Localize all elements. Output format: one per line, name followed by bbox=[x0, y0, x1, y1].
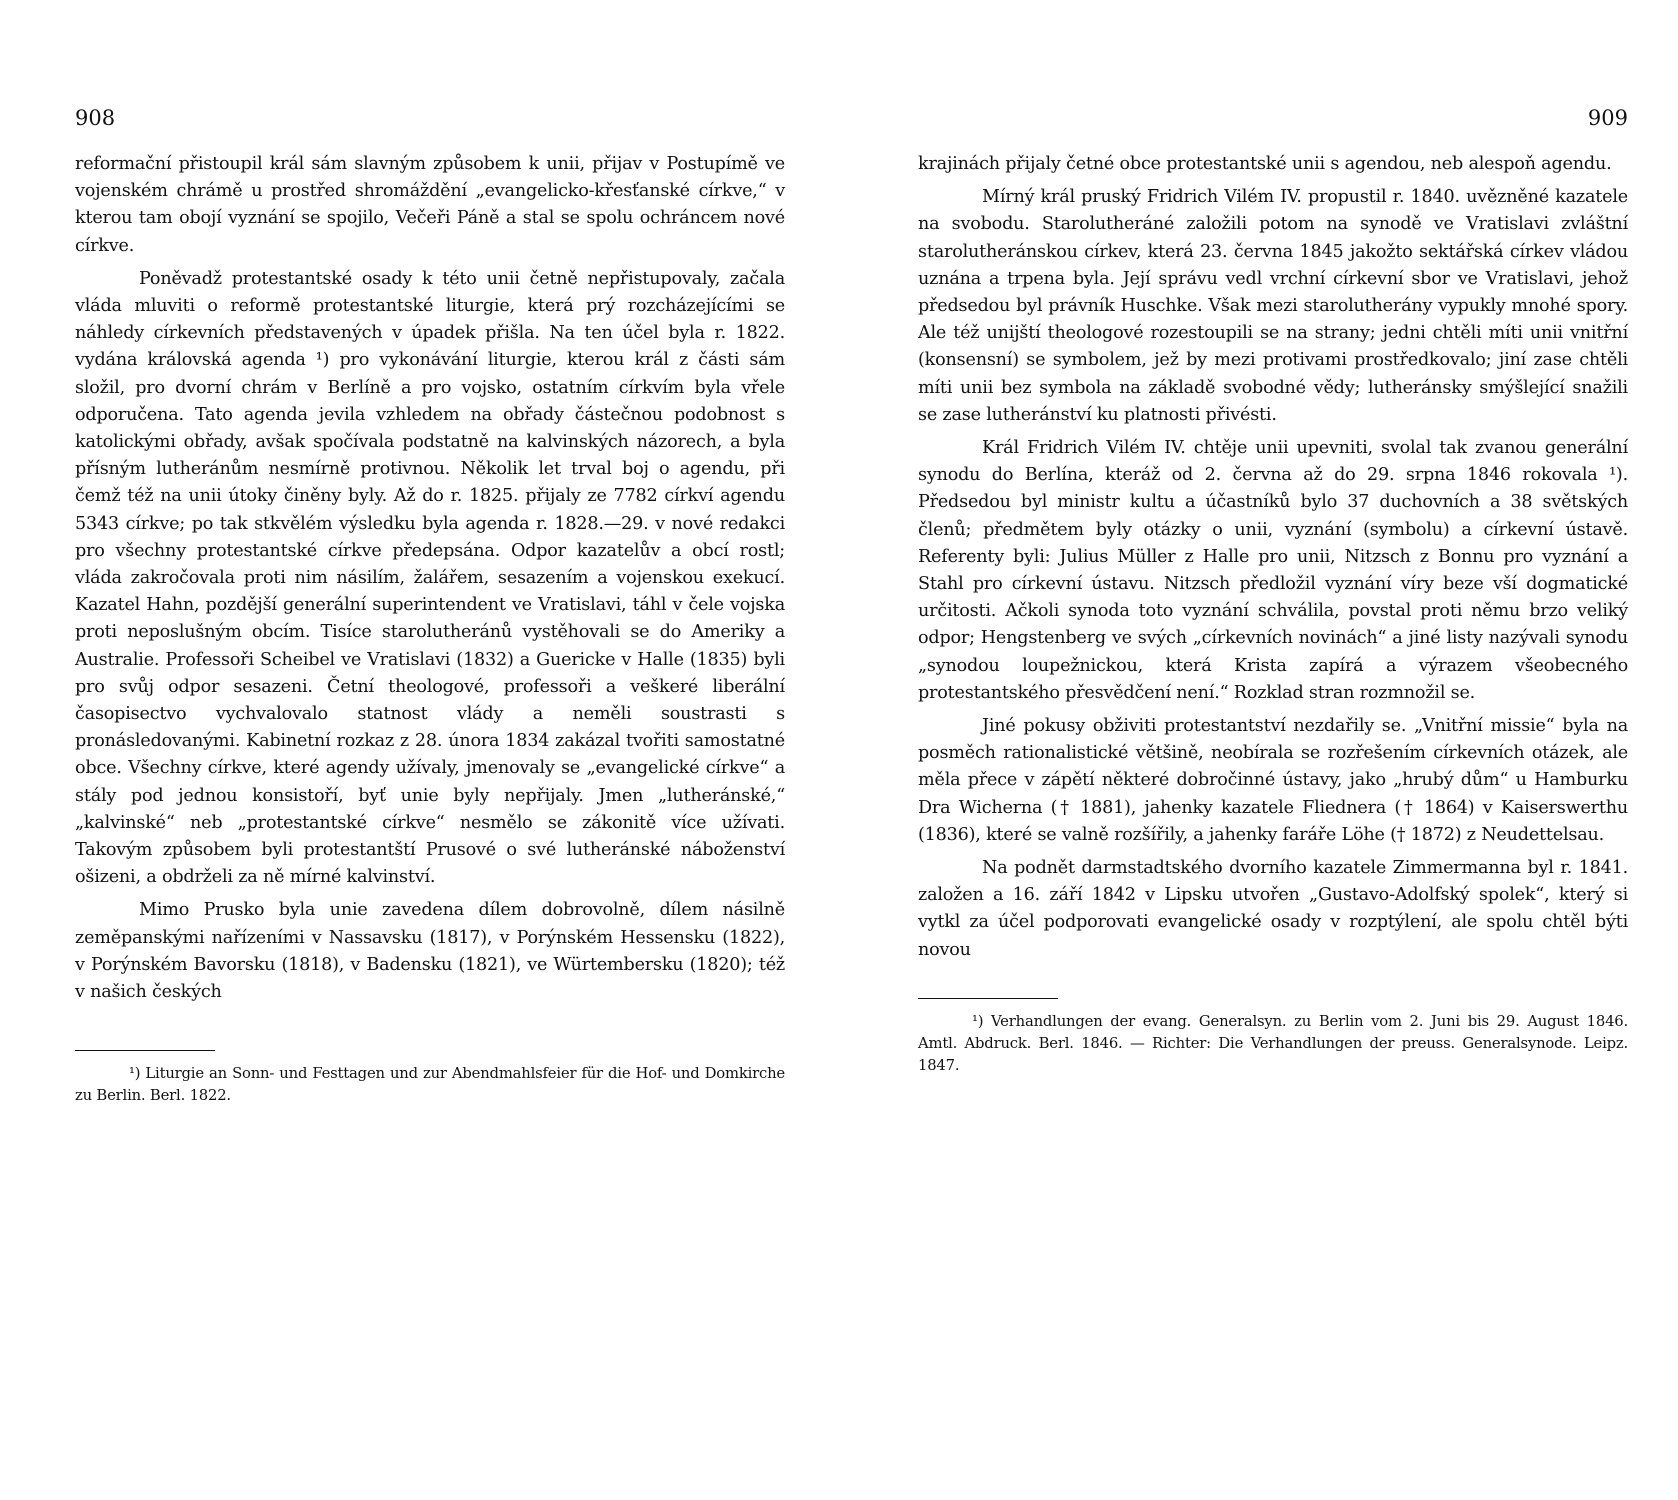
page-number: 908 bbox=[75, 106, 116, 130]
paragraph: krajinách přijaly četné obce protestantské unii s agendou, neb alespoň agendu. bbox=[918, 154, 1612, 174]
paragraph: Jiné pokusy obživiti protestantství nezdařily se. „Vnitřní missie“ byla na posměch rationalistické většině, neobírala se rozřešením církevních otázek, ale měla přece v zápětí některé dobročinné ústavy, jako „hrubý dům“ u Hamburku Dra Wicherna († 1881), jahenky kazatele Fliednera († 1864) v Kaiserswerthu (1836), které se valně rozšířily, a jahenky faráře Löhe († 1872) z Neudettelsau. bbox=[918, 716, 1628, 845]
left-page bbox=[75, 105, 785, 1107]
footnote: ¹) Verhandlungen der evang. Generalsyn. zu Berlin vom 2. Juni bis 29. August 1846. Amtl. Abdruck. Berl. 1846. — Richter: Die Verhandlungen der preuss. Generalsynode. Leipz. 1847. bbox=[918, 1012, 1628, 1074]
page-number: 909 bbox=[1587, 106, 1628, 130]
paragraph: reformační přistoupil král sám slavným způsobem k unii, přijav v Postupímě ve vojenském chrámě u prostřed shromáždění „evangelicko-křesťanské církve,“ v kterou tam obojí vyznání se spojilo, Večeři Páně a stal se spolu ochráncem nové církve. bbox=[75, 154, 785, 256]
footnote-divider bbox=[918, 998, 1058, 999]
paragraph: Král Fridrich Vilém IV. chtěje unii upevniti, svolal tak zvanou generální synodu do Berlína, kteráž od 2. června až do 29. srpna 1846 rokovala ¹). Předsedou byl ministr kultu a účastníků bylo 37 duchovních a 38 světských členů; předmětem byly otázky o unii, vyznání (symbolu) a církevní ústavě. Referenty byli: Julius Müller z Halle pro unii, Nitzsch z Bonnu pro vyznání a Stahl pro církevní ústavu. Nitzsch předložil vyznání víry beze vší dogmatické určitosti. Ačkoli synoda toto vyznání schválila, povstal proti němu brzo veliký odpor; Hengstenberg ve svých „církevních novinách“ a jiné listy nazývali synodu „synodou loupežnickou, která Krista zapírá a výrazem všeobecného protestantského přesvědčení není.“ Rozklad stran rozmnožil se. bbox=[918, 438, 1628, 703]
page-body bbox=[75, 151, 785, 1006]
paragraph: Poněvadž protestantské osady k této unii četně nepřistupovaly, začala vláda mluviti o reformě protestantské liturgie, která prý rozcházejícími se náhledy církevních představených v úpadek přišla. Na ten účel byla r. 1822. vydána královská agenda ¹) pro vykonávání liturgie, kterou král z části sám složil, pro dvorní chrám v Berlíně a pro vojsko, ostatním církvím byla vřele odporučena. Tato agenda jevila vzhledem na obřady částečnou podobnost s katolickými obřady, avšak spočívala podstatně na kalvinských názorech, a byla přísným lutheránům nesmírně protivnou. Několik let trval boj o agendu, při čemž též na unii útoky činěny byly. Až do r. 1825. přijaly ze 7782 církví agendu 5343 církve; po tak stkvělém výsledku byla agenda r. 1828.—29. v nové redakci pro všechny protestantské církve předepsána. Odpor kazatelův a obcí rostl; vláda zakročovala proti nim násilím, žalářem, sesazením a vojenskou exekucí. Kazatel Hahn, pozdější generální superintendent ve Vratislavi, táhl v čele vojska proti neposlušným obcím. Tisíce starolutheránů vystěhovali se do Ameriky a Australie. Professoři Scheibel ve Vratislavi (1832) a Guericke v Halle (1835) byli pro svůj odpor sesazeni. Četní theologové, professoři a veškeré liberální časopisectvo vychvalovalo statnost vlády a neměli soustrasti s pronásledovanými. Kabinetní rozkaz z 28. února 1834 zakázal tvořiti samostatné obce. Všechny církve, které agendy užívaly, jmenovaly se „evangelické církve“ a stály pod jednou konsistoří, byť unie byly nepřijaly. Jmen „lutheránské,“ „kalvinské“ neb „protestantské církve“ nesmělo se zákonitě více užívati. Takovým způsobem byli protestantští Prusové o své lutheránské náboženství ošizeni, a obdrželi za ně mírné kalvinství. bbox=[75, 268, 785, 888]
paragraph: Mimo Prusko byla unie zavedena dílem dobrovolně, dílem násilně zeměpanskými nařízeními v Nassavsku (1817), v Porýnském Hessensku (1822), v Porýnském Bavorsku (1818), v Badensku (1821), ve Würtembersku (1820); též v našich českých bbox=[75, 900, 785, 1003]
right-page bbox=[918, 105, 1628, 1077]
page-body bbox=[918, 151, 1628, 964]
footnote: ¹) Liturgie an Sonn- und Festtagen und zur Abendmahlsfeier für die Hof- und Domkirche zu Berlin. Berl. 1822. bbox=[75, 1065, 785, 1105]
paragraph: Mírný král pruský Fridrich Vilém IV. propustil r. 1840. uvězněné kazatele na svobodu. Starolutheráné založili potom na synodě ve Vratislavi zvláštní starolutheránskou církev, která 23. června 1845 jakožto sektářská církev vládou uznána a trpena byla. Její správu vedl vrchní církevní sbor ve Vratislavi, jehož předsedou byl právník Huschke. Však mezi starolutherány vypukly mnohé spory. Ale též unijští theologové rozestoupili se na strany; jedni chtěli míti unii vnitřní (konsensní) se symbolem, jež by mezi protivami prostředkovalo; jiní zase chtěli míti unii bez symbola na základě svobodné vědy; lutheránsky smýšlející snažili se zase lutheránství ku platnosti přivésti. bbox=[918, 187, 1628, 425]
footnote-divider bbox=[75, 1050, 215, 1051]
paragraph: Na podnět darmstadtského dvorního kazatele Zimmermanna byl r. 1841. založen a 16. září 1842 v Lipsku utvořen „Gustavo-Adolfský spolek“, který si vytkl za účel podporovati evangelické osady v rozptýlení, ale spolu chtěl býti novou bbox=[918, 858, 1628, 960]
